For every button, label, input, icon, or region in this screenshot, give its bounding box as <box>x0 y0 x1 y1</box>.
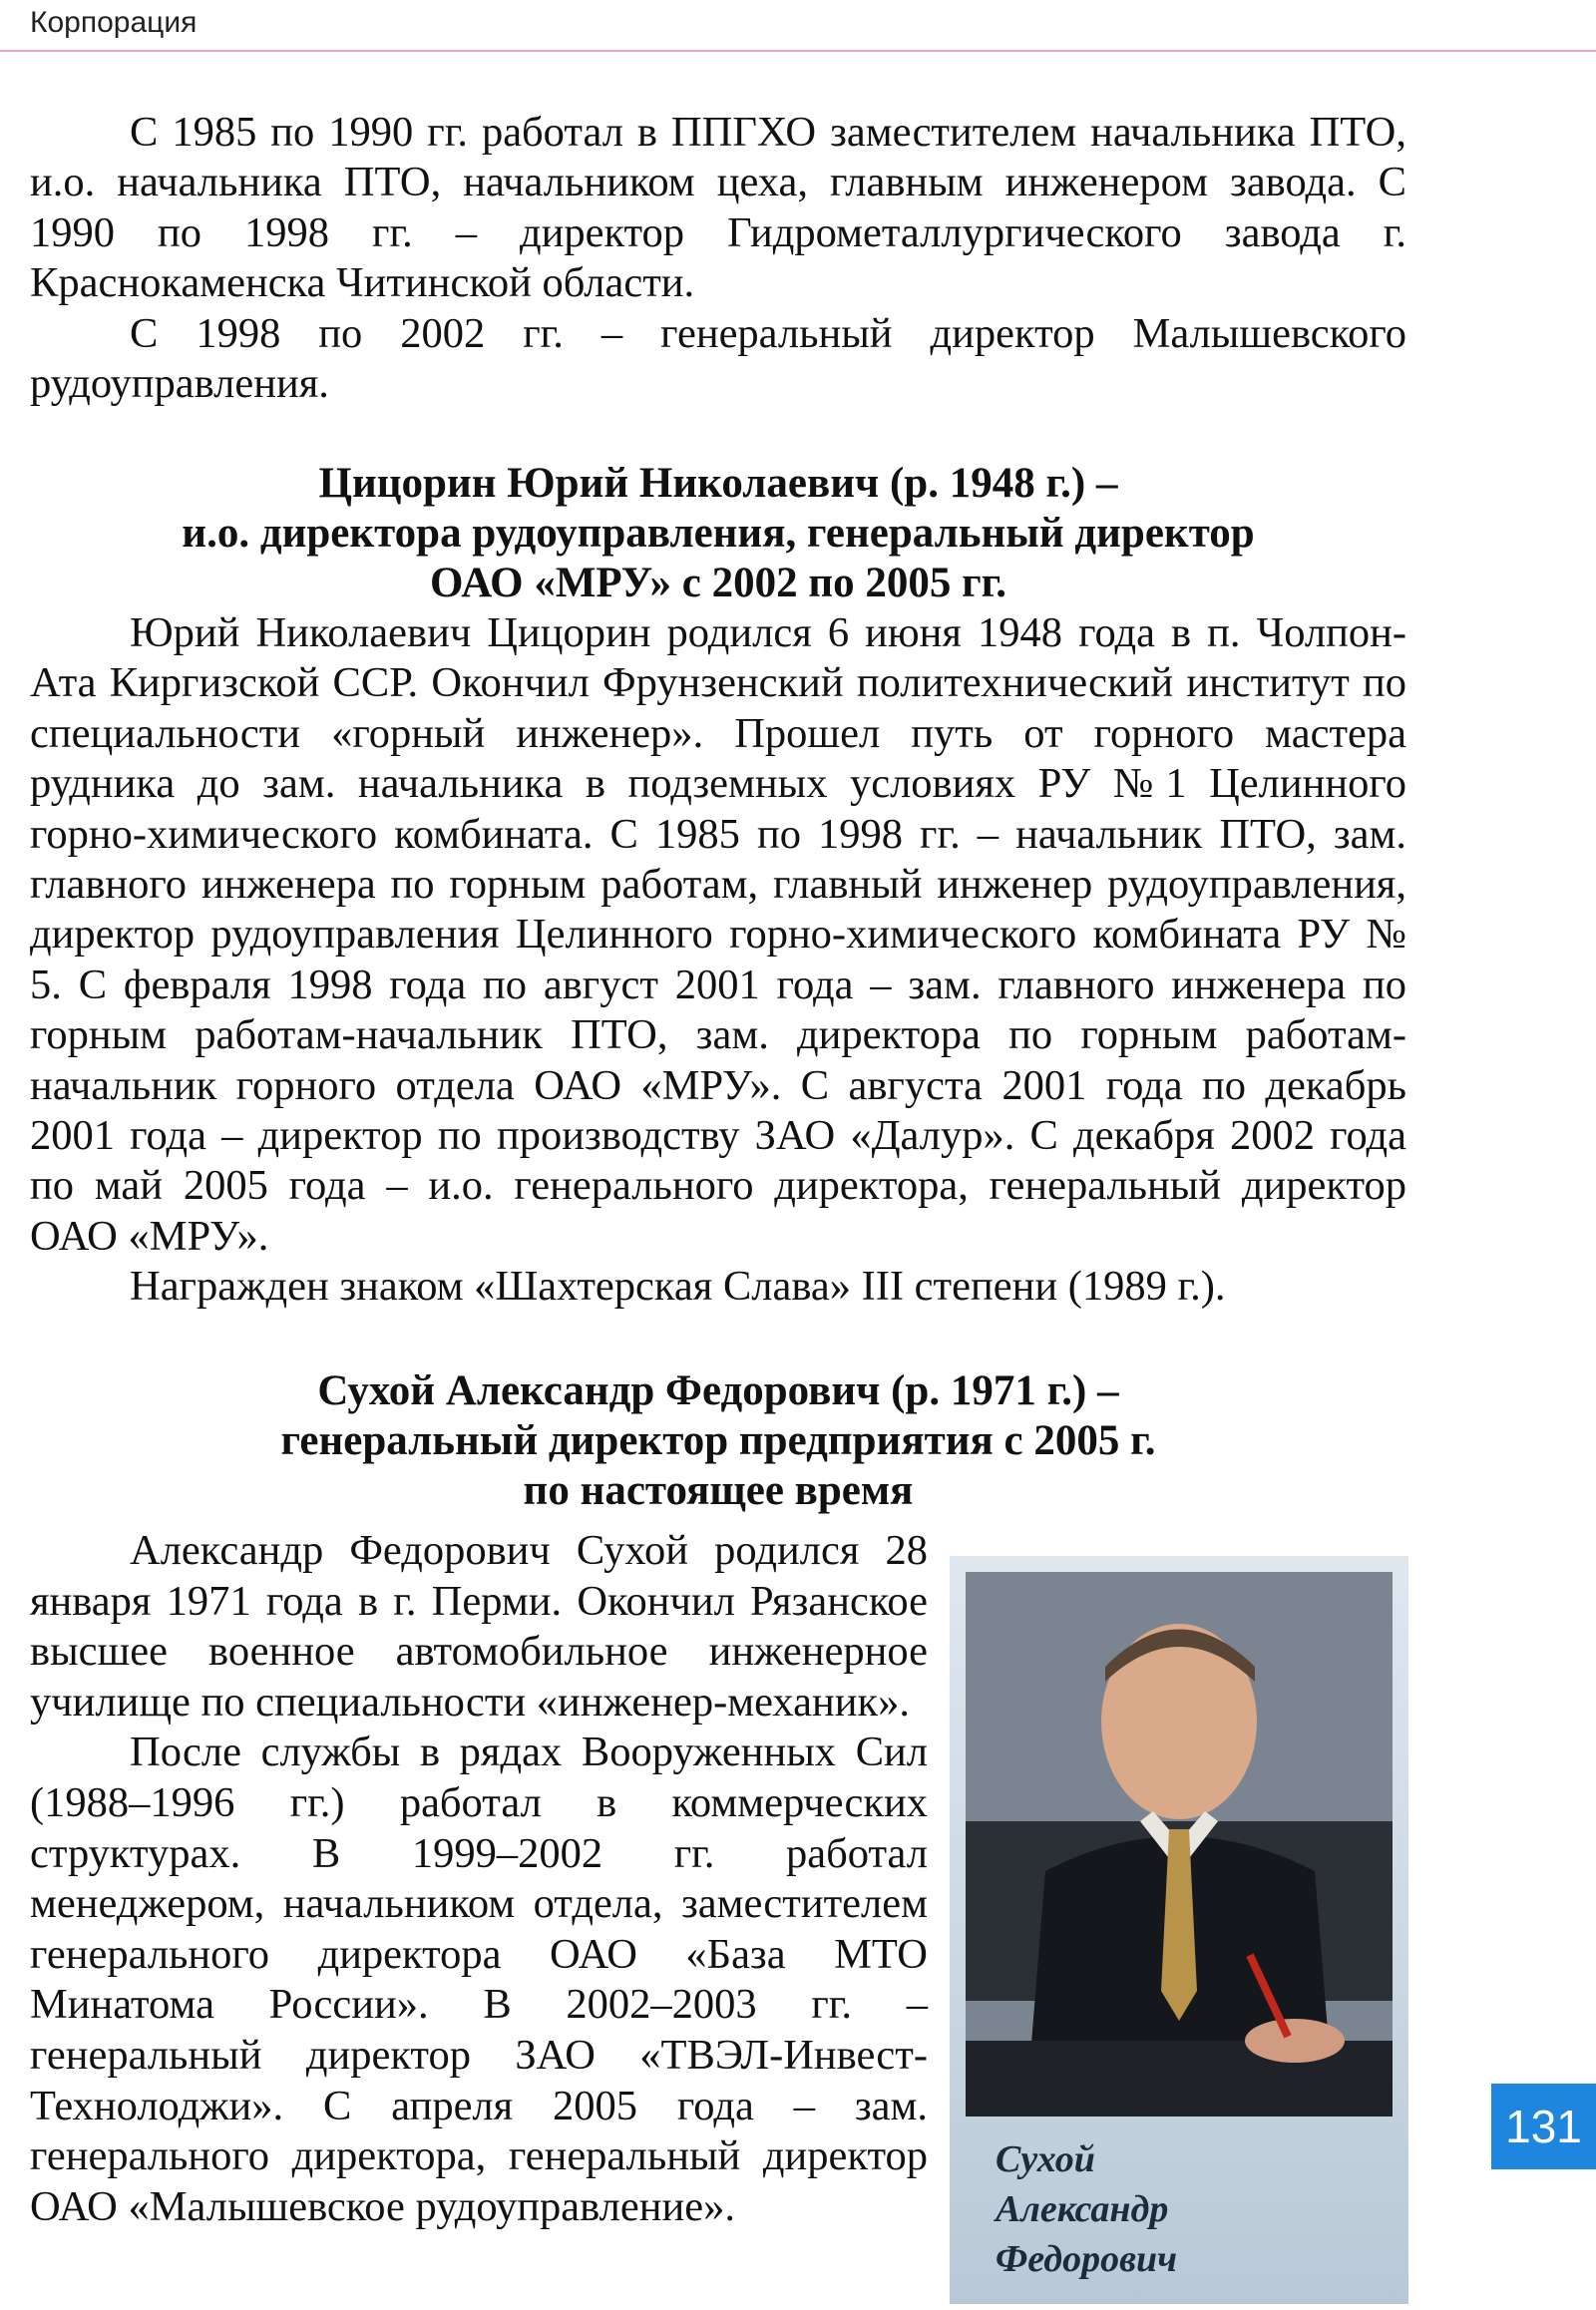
biography-paragraph: Александр Федорович Сухой родился 28 января 1971 года в г. Перми. Окончил Рязанское высшее военное автомобильное инженерное училище по специальности «инженер-механик». <box>30 1527 928 1726</box>
caption-line: Сухой <box>996 2138 1095 2180</box>
heading-line: Сухой Александр Федорович (р. 1971 г.) – <box>317 1367 1119 1414</box>
intro-paragraph-2: С 1998 по 2002 гг. – генеральный директор Малышевского рудоуправления. <box>30 309 1406 408</box>
page-number: 131 <box>1491 2084 1596 2169</box>
portrait-caption <box>996 2134 1395 2284</box>
section-heading <box>30 459 1406 608</box>
award-paragraph: Награжден знаком «Шахтерская Слава» III степени (1989 г.). <box>130 1263 1226 1311</box>
caption-line: Федорович <box>996 2238 1178 2280</box>
heading-line: по настоящее время <box>523 1467 914 1514</box>
heading-line: ОАО «МРУ» с 2002 по 2005 гг. <box>429 560 1007 606</box>
header-divider <box>0 50 1596 52</box>
career-paragraph: После службы в рядах Вооруженных Сил (1988–1996 гг.) работал в коммерческих структурах. В 1999–2002 гг. работал менеджером, начальником отдела, заместителем генерального директора ОАО «База МТО Минатома России». В 2002–2003 гг. – генеральный директор ЗАО «ТВЭЛ-Инвест-Технолоджи». С апреля 2005 года – зам. генерального директора, генеральный директор ОАО «Малышевское рудоуправление». <box>30 1729 928 2230</box>
running-header: Корпорация <box>30 6 198 39</box>
heading-line: Цицорин Юрий Николаевич (р. 1948 г.) – <box>318 460 1118 507</box>
heading-line: генеральный директор предприятия с 2005 г. <box>280 1417 1156 1464</box>
section-heading <box>30 1366 1406 1516</box>
portrait-photo <box>966 1572 1393 2117</box>
intro-text <box>30 108 1406 409</box>
portrait-frame <box>950 1556 1408 2304</box>
portrait-illustration <box>966 1572 1393 2117</box>
section-sukhoi-text <box>30 1526 928 2232</box>
section-sukhoi-heading-block <box>30 1366 1406 1516</box>
caption-line: Александр <box>996 2188 1169 2230</box>
biography-paragraph: Юрий Николаевич Цицорин родился 6 июня 1948 года в п. Чолпон-Ата Киргизской ССР. Окончил Фрунзенский политехнический институт по специальности «горный инженер». Прошел путь от горного мастера рудника до зам. начальника в подземных условиях РУ №1 Целинного горно-химического комбината. С 1985 по 1998 гг. – начальник ПТО, зам. главного инженера по горным работам, главный инженер рудоуправления, директор рудоуправления Целинного горно-химического комбината РУ № 5. С февраля 1998 года по август 2001 года – зам. главного инженера по горным работам-начальник ПТО, зам. директора по горным работам-начальник горного отдела ОАО «МРУ». С августа 2001 года по декабрь 2001 года – директор по производству ЗАО «Далур». С декабря 2002 года по май 2005 года – и.о. генерального директора, генеральный директор ОАО «МРУ». <box>30 609 1406 1260</box>
section-tsitsorin <box>30 459 1406 1313</box>
heading-line: и.о. директора рудоуправления, генеральный директор <box>182 510 1255 557</box>
intro-paragraph-1: С 1985 по 1990 гг. работал в ППГХО заместителем начальника ПТО, и.о. начальника ПТО, начальником цеха, главным инженером завода. С 1990 по 1998 гг. – директор Гидрометаллургического завода г. Краснокаменска Читинской области. <box>30 109 1406 307</box>
